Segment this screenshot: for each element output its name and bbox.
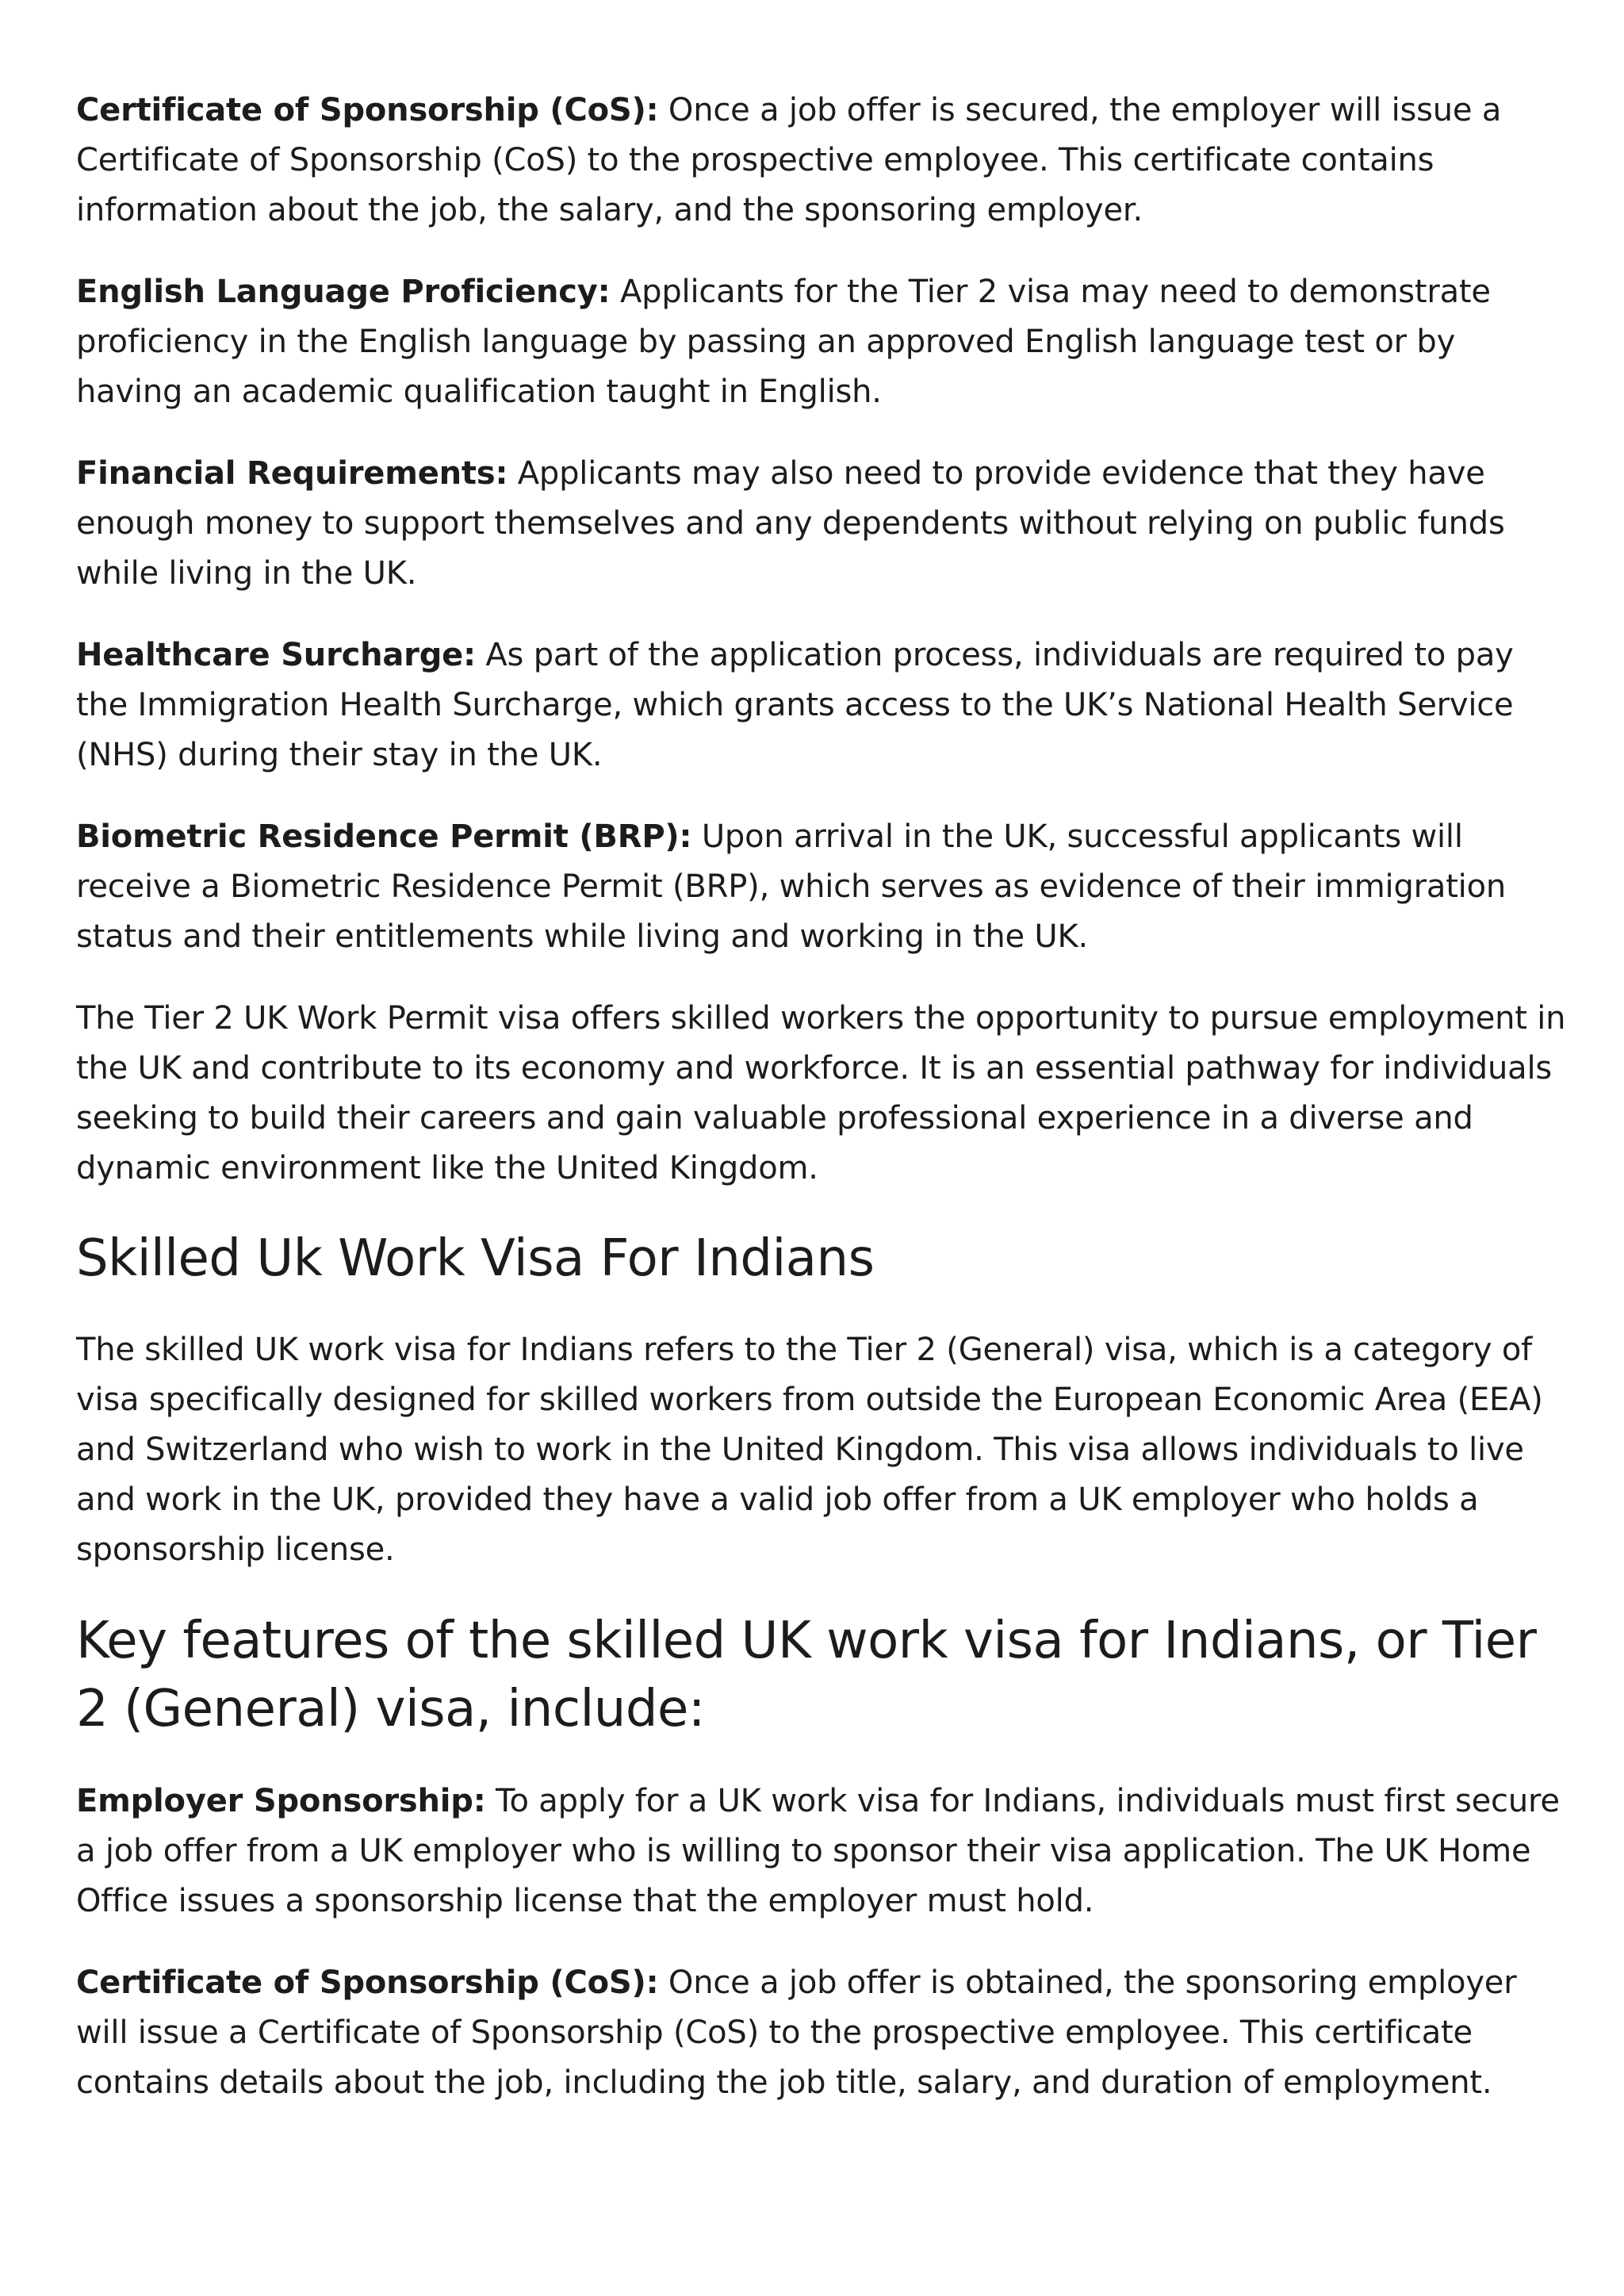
text-english: Applicants for the Tier 2 visa may need to demonstrate proficiency in the English language by passing an approved English language test or by having an academic qualification taught in English. [76, 274, 1491, 410]
text-cos-2: Once a job offer is obtained, the sponsoring employer will issue a Certificate of Sponsorship (CoS) to the prospective employee. This certificate contains details about the job, including the job title, salary, and duration of employment. [76, 1964, 1517, 2101]
term-financial: Financial Requirements: [76, 455, 508, 492]
term-english: English Language Proficiency: [76, 274, 611, 310]
paragraph-summary: The Tier 2 UK Work Permit visa offers skilled workers the opportunity to pursue employment in the UK and contribute to its economy and workforce. It is an essential pathway for individuals seeking to build their careers and gain valuable professional experience in a diverse and dynamic environment like the United Kingdom. [76, 1000, 1566, 1186]
text-brp: Upon arrival in the UK, successful applicants will receive a Biometric Residence Permit (BRP), which serves as evidence of their immigration status and their entitlements while living and working in the UK. [76, 818, 1507, 955]
term-healthcare: Healthcare Surcharge: [76, 637, 476, 673]
paragraph-english [76, 267, 1567, 417]
term-cos-2: Certificate of Sponsorship (CoS): [76, 1964, 659, 2001]
paragraph-healthcare [76, 631, 1567, 780]
document-page [76, 86, 1567, 2140]
paragraph-brp [76, 812, 1567, 962]
text-cos: Once a job offer is secured, the employer will issue a Certificate of Sponsorship (CoS) to the prospective employee. This certificate contains information about the job, the salary, and the sponsoring employer. [76, 92, 1502, 228]
paragraph-cos-2 [76, 1958, 1567, 2108]
paragraph-financial [76, 449, 1567, 599]
term-cos: Certificate of Sponsorship (CoS): [76, 92, 659, 128]
term-employer-sponsorship: Employer Sponsorship: [76, 1783, 486, 1819]
text-employer-sponsorship: To apply for a UK work visa for Indians, individuals must first secure a job offer from a UK employer who is willing to sponsor their visa application. The UK Home Office issues a sponsorship license that the employer must hold. [76, 1783, 1560, 1919]
paragraph-employer-sponsorship [76, 1777, 1567, 1926]
heading-skilled-visa: Skilled Uk Work Visa For Indians [76, 1229, 875, 1288]
heading-key-features: Key features of the skilled UK work visa for Indians, or Tier 2 (General) visa, include: [76, 1612, 1537, 1738]
term-brp: Biometric Residence Permit (BRP): [76, 818, 692, 855]
paragraph-skilled-visa: The skilled UK work visa for Indians refers to the Tier 2 (General) visa, which is a category of visa specifically designed for skilled workers from outside the European Economic Area (EEA) and Switzerland who wish to work in the United Kingdom. This visa allows individuals to live and work in the UK, provided they have a valid job offer from a UK employer who holds a sponsorship license. [76, 1332, 1543, 1568]
text-financial: Applicants may also need to provide evidence that they have enough money to support themselves and any dependents without relying on public funds while living in the UK. [76, 455, 1505, 592]
paragraph-cos [76, 86, 1567, 236]
text-healthcare: As part of the application process, individuals are required to pay the Immigration Health Surcharge, which grants access to the UK’s National Health Service (NHS) during their stay in the UK. [76, 637, 1514, 773]
